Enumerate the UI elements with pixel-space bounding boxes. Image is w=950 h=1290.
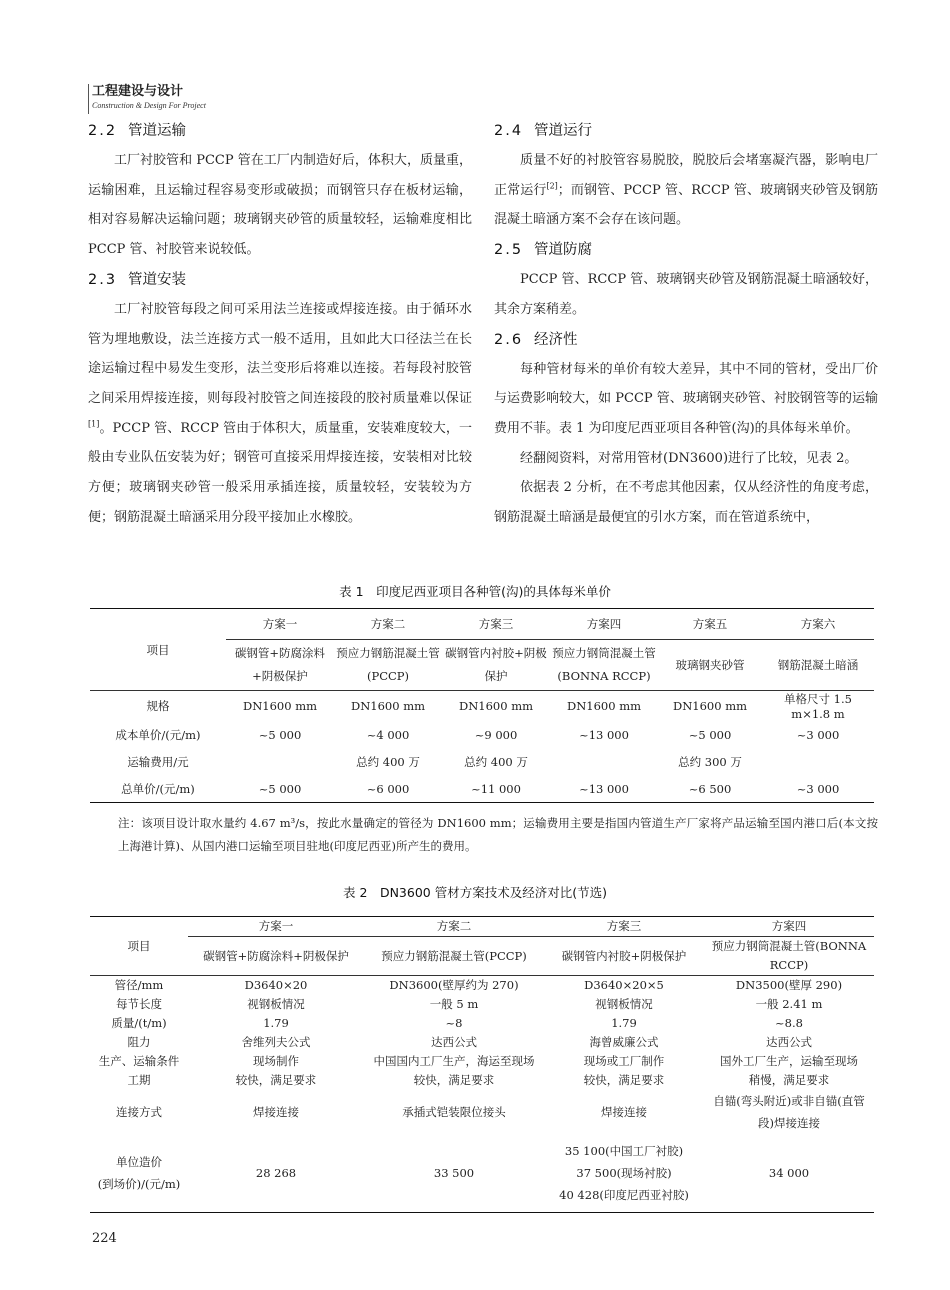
table-cell: 34 000 <box>768 1166 810 1180</box>
table-cell: 达西公式 <box>431 1035 477 1049</box>
table-cell: 较快，满足要求 <box>413 1073 495 1087</box>
material-cell: 预应力钢筒混凝土管(BONNA RCCP) <box>550 640 658 691</box>
citation-ref: [2] <box>546 181 558 191</box>
section-title: 管道运输 <box>128 123 186 139</box>
row-label: 工期 <box>127 1073 151 1087</box>
table-cell: ~6 500 <box>688 781 732 796</box>
journal-header <box>92 80 206 110</box>
section-title: 管道运行 <box>534 123 592 139</box>
row-label: 连接方式 <box>116 1105 162 1119</box>
table-cell: 国外工厂生产，运输至现场 <box>720 1054 858 1068</box>
table-row <box>90 748 874 775</box>
section-title: 管道安装 <box>128 271 186 288</box>
paragraph-text: 。PCCP 管、RCCP 管由于体积大，质量重，安装难度较大，一般由专业队伍安装为好；钢管可直接采用焊接连接，安装相对比较方便；玻璃钢夹砂管一般采用承插连接，质量较轻，安装较为方便；钢筋混凝土暗涵采用分段平接加止水橡胶。 <box>88 420 472 525</box>
row-label: 管径/mm <box>114 978 164 992</box>
table-row <box>90 1071 874 1090</box>
table-row <box>90 976 874 996</box>
header-rule <box>88 84 89 114</box>
table-row <box>90 721 874 748</box>
table-row <box>90 775 874 803</box>
price-line: 40 428(印度尼西亚衬胶) <box>559 1188 689 1202</box>
table-row <box>90 691 874 722</box>
item-header: 项目 <box>90 917 188 976</box>
citation-ref: [1] <box>88 419 100 429</box>
material-cell: 钢筋混凝土暗涵 <box>762 640 874 691</box>
section-2-5-paragraph: PCCP 管、RCCP 管、玻璃钢夹砂管及钢筋混凝土暗涵较好，其余方案稍差。 <box>494 272 878 317</box>
row-label: 成本单价/(元/m) <box>115 727 201 742</box>
table-cell: DN3600(壁厚约为 270) <box>389 978 519 992</box>
table-cell: 视钢板情况 <box>247 997 305 1011</box>
table-header-row <box>90 609 874 640</box>
table-cell: ~8.8 <box>775 1016 803 1030</box>
table-row <box>90 1052 874 1071</box>
journal-title-en: Construction & Design For Project <box>92 101 206 110</box>
item-header: 项目 <box>90 609 226 691</box>
table-cell: ~5 000 <box>688 727 732 742</box>
table-cell: 承插式铠装限位接头 <box>402 1105 506 1119</box>
table-cell: DN3500(壁厚 290) <box>735 978 843 992</box>
price-line: 37 500(现场衬胶) <box>576 1166 672 1180</box>
table-cell: D3640×20 <box>244 978 308 992</box>
journal-title-cn: 工程建设与设计 <box>92 84 184 99</box>
row-label: 每节长度 <box>116 997 162 1011</box>
table-row <box>90 1134 874 1213</box>
table-cell: 焊接连接 <box>253 1105 299 1119</box>
table-material-row <box>90 937 874 976</box>
section-2-6-paragraph-3: 依据表 2 分析，在不考虑其他因素，仅从经济性的角度考虑，钢筋混凝土暗涵是最便宜的引水方案，而在管道系统中， <box>494 480 878 526</box>
table-1 <box>90 608 874 803</box>
table-cell: 焊接连接 <box>601 1105 647 1119</box>
section-2-2-paragraph: 工厂衬胶管和 PCCP 管在工厂内制造好后，体积大，质量重，运输困难，且运输过程容易变形或破损；而钢管只存在板材运输，相对容易解决运输问题；玻璃钢夹砂管的质量较轻，运输难度相比 PCCP 管、衬胶管来说较低。 <box>88 153 472 258</box>
table-cell: DN1600 mm <box>458 699 533 713</box>
row-label-line: 单位造价 <box>116 1155 162 1169</box>
scheme-header: 方案四 <box>586 617 622 631</box>
scheme-header: 方案六 <box>800 617 836 631</box>
material-cell: 碳钢管内衬胶+阴极保护 <box>442 640 550 691</box>
section-number: 2.4 <box>494 123 524 139</box>
material-cell: 碳钢管+防腐涂料+阴极保护 <box>188 937 364 976</box>
scheme-header: 方案三 <box>544 917 704 937</box>
section-2-2-heading <box>88 118 472 144</box>
table-cell: DN1600 mm <box>566 699 641 713</box>
table-cell: 较快，满足要求 <box>235 1073 317 1087</box>
row-label: 总单价/(元/m) <box>121 781 195 796</box>
left-column <box>88 118 472 532</box>
section-number: 2.5 <box>494 242 524 259</box>
table-cell <box>550 748 658 775</box>
scheme-header: 方案一 <box>262 617 298 631</box>
table-row <box>90 1033 874 1052</box>
paragraph-text: 工厂衬胶管每段之间可采用法兰连接或焊接连接。由于循环水管为埋地敷设，法兰连接方式一般不适用，且如此大口径法兰在长途运输过程中易发生变形，法兰变形后将难以连接。若每段衬胶管之间采用焊接连接，则每段衬胶管之间连接段的胶衬质量难以保证 <box>88 301 472 406</box>
table-cell: 视钢板情况 <box>595 997 653 1011</box>
material-cell: 碳钢管+防腐涂料+阴极保护 <box>226 640 334 691</box>
section-title: 经济性 <box>534 331 578 348</box>
section-2-3-paragraph <box>88 295 472 533</box>
material-cell: 预应力钢筋混凝土管(PCCP) <box>364 937 544 976</box>
table-cell: ~5 000 <box>258 781 302 796</box>
table-cell: ~5 000 <box>258 727 302 742</box>
table-cell: 33 500 <box>433 1166 475 1180</box>
page-number: 224 <box>92 1231 117 1246</box>
table-cell: ~4 000 <box>366 727 410 742</box>
table-cell <box>226 748 334 775</box>
section-number: 2.2 <box>88 123 118 139</box>
section-2-5-heading <box>494 237 878 263</box>
table-cell: 单格尺寸 1.5 m×1.8 m <box>784 692 852 721</box>
row-label: 质量/(t/m) <box>111 1016 167 1030</box>
scheme-header: 方案五 <box>692 617 728 631</box>
row-label: 生产、运输条件 <box>98 1054 180 1068</box>
table-cell: ~9 000 <box>474 727 518 742</box>
section-number: 2.6 <box>494 331 524 348</box>
row-label <box>90 1134 188 1213</box>
table-cell: DN1600 mm <box>672 699 747 713</box>
paragraph-text: ；而钢管、PCCP 管、RCCP 管、玻璃钢夹砂管及钢筋混凝土暗涵方案不会存在该问题。 <box>494 182 878 228</box>
table-cell: 总约 400 万 <box>356 754 420 769</box>
section-2-6-heading <box>494 327 878 353</box>
table-cell: 现场制作 <box>253 1054 299 1068</box>
price-line: 35 100(中国工厂衬胶) <box>564 1144 684 1158</box>
table-cell: ~3 000 <box>796 727 840 742</box>
section-2-6-paragraph-1: 每种管材每米的单价有较大差异，其中不同的管材，受出厂价与运费影响较大，如 PCCP 管、玻璃钢夹砂管、衬胶钢管等的运输费用不菲。表 1 为印度尼西亚项目各种管(沟)的具体每米单价。 <box>494 361 878 436</box>
row-label: 规格 <box>146 699 170 713</box>
table-cell: DN1600 mm <box>350 699 425 713</box>
table-cell <box>762 748 874 775</box>
table-cell: 海曾威廉公式 <box>589 1035 659 1049</box>
table-2-title: 表 2 DN3600 管材方案技术及经济对比(节选) <box>343 885 607 900</box>
scheme-header: 方案一 <box>188 917 364 937</box>
table-cell: 总约 300 万 <box>678 754 742 769</box>
table-cell: 较快，满足要求 <box>583 1073 665 1087</box>
table-cell: ~6 000 <box>366 781 410 796</box>
paragraph-text: 质量不好的衬胶管容易脱胶，脱胶后会堵塞凝汽器，影响电厂正常运行 <box>494 153 878 198</box>
scheme-header: 方案二 <box>364 917 544 937</box>
table-cell: 一般 5 m <box>429 997 479 1011</box>
table-cell <box>544 1134 704 1213</box>
table-cell: 现场或工厂制作 <box>583 1054 665 1068</box>
section-title: 管道防腐 <box>534 242 592 259</box>
scheme-header: 方案四 <box>704 917 874 937</box>
material-cell: 预应力钢筋混凝土管(PCCP) <box>334 640 442 691</box>
table-cell: 自锚(弯头附近)或非自锚(直管段)焊接连接 <box>713 1094 865 1130</box>
section-2-3-heading <box>88 267 472 293</box>
material-cell: 预应力钢筒混凝土管(BONNA RCCP) <box>704 937 874 976</box>
material-cell: 碳钢管内衬胶+阴极保护 <box>544 937 704 976</box>
table-cell: 1.79 <box>263 1016 289 1030</box>
table-row <box>90 1090 874 1134</box>
section-2-6-paragraph-2: 经翻阅资料，对常用管材(DN3600)进行了比较，见表 2。 <box>520 450 858 466</box>
table-1-note: 注：该项目设计取水量约 4.67 m³/s，按此水量确定的管径为 DN1600 mm；运输费用主要是指国内管道生产厂家将产品运输至国内港口后(本文按上海港计算)、从国内港口运输至项目驻地(印度尼西亚)所产生的费用。 <box>118 816 878 853</box>
table-header-row <box>90 917 874 937</box>
table-2 <box>90 916 874 1213</box>
table-cell: ~13 000 <box>579 781 629 796</box>
table-cell: 28 268 <box>255 1166 297 1180</box>
table-cell: 1.79 <box>611 1016 637 1030</box>
table-cell: ~11 000 <box>471 781 521 796</box>
table-cell: 舍维列夫公式 <box>241 1035 311 1049</box>
table-cell: ~8 <box>445 1016 463 1030</box>
right-column <box>494 118 878 533</box>
table-cell: 一般 2.41 m <box>755 997 823 1011</box>
section-2-4-heading <box>494 118 878 144</box>
table-cell: 稍慢，满足要求 <box>748 1073 830 1087</box>
table-row <box>90 1014 874 1033</box>
material-cell: 玻璃钢夹砂管 <box>658 640 762 691</box>
table-cell: 总约 400 万 <box>464 754 528 769</box>
table-row <box>90 995 874 1014</box>
scheme-header: 方案二 <box>370 617 406 631</box>
table-cell: D3640×20×5 <box>584 978 664 992</box>
row-label-line: (到场价)/(元/m) <box>97 1177 181 1191</box>
table-cell: DN1600 mm <box>242 699 317 713</box>
section-number: 2.3 <box>88 271 118 288</box>
table-1-title: 表 1 印度尼西亚项目各种管(沟)的具体每米单价 <box>339 584 611 599</box>
row-label: 运输费用/元 <box>127 754 189 769</box>
row-label: 阻力 <box>127 1035 151 1049</box>
table-cell: 中国国内工厂生产，海运至现场 <box>373 1054 535 1068</box>
section-2-4-paragraph <box>494 146 878 235</box>
scheme-header: 方案三 <box>478 617 514 631</box>
table-cell: 达西公式 <box>766 1035 812 1049</box>
table-cell: ~3 000 <box>796 781 840 796</box>
table-cell: ~13 000 <box>579 727 629 742</box>
